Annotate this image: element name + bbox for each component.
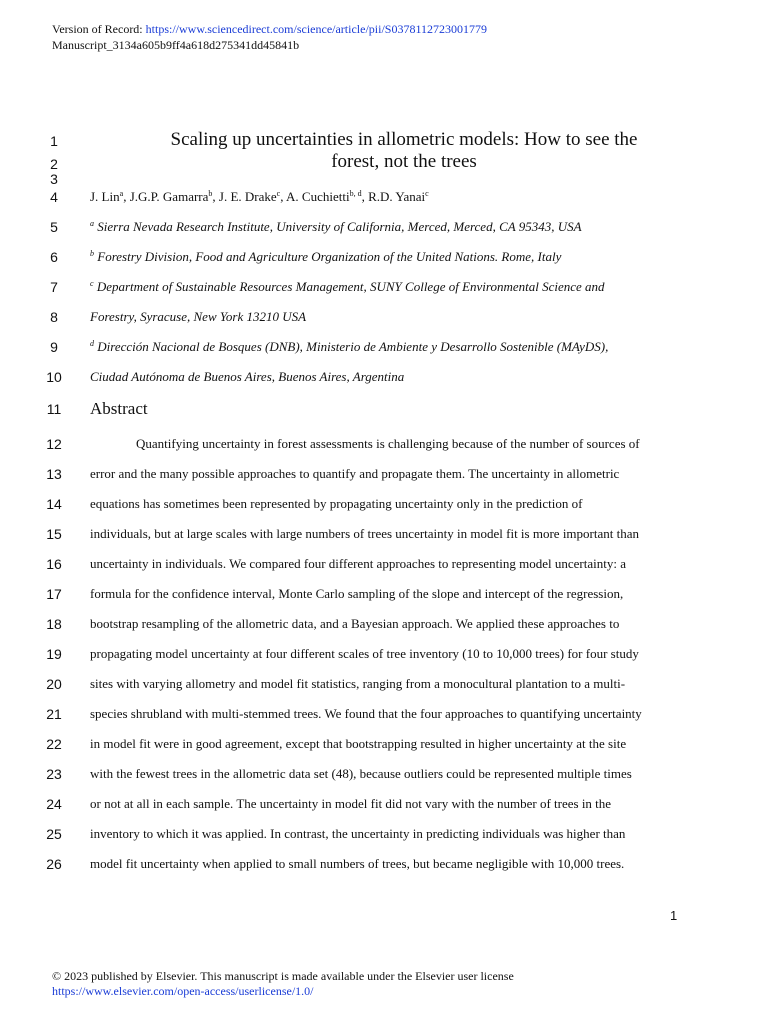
abstract-line: sites with varying allometry and model fit statistics, ranging from a monocultural plantation to a multi- — [90, 676, 626, 691]
abstract-heading: Abstract — [90, 399, 148, 418]
line-number: 15 — [46, 526, 62, 542]
line-number: 20 — [46, 676, 62, 692]
copyright-notice: © 2023 published by Elsevier. This manuscript is made available under the Elsevier user license — [52, 969, 514, 983]
line-number: 4 — [50, 189, 58, 205]
affiliation-mark: d — [90, 339, 94, 348]
abstract-line: bootstrap resampling of the allometric data, and a Bayesian approach. We applied these approaches to — [90, 616, 620, 631]
affiliation-text: Forestry Division, Food and Agriculture Organization of the United Nations. Rome, Italy — [94, 249, 562, 264]
line-number: 26 — [46, 856, 62, 872]
line-number: 6 — [50, 249, 58, 265]
abstract-line: propagating model uncertainty at four different scales of tree inventory (10 to 10,000 trees) for four study — [90, 646, 639, 661]
line-number: 18 — [46, 616, 62, 632]
author-affiliation-mark: b — [208, 189, 213, 198]
affiliation-mark: a — [90, 219, 94, 228]
line-number: 3 — [50, 171, 58, 187]
line-number: 21 — [46, 706, 62, 722]
author-affiliation-mark: c — [425, 189, 429, 198]
line-number: 23 — [46, 766, 62, 782]
line-number: 7 — [50, 279, 58, 295]
author-separator: , — [280, 189, 287, 204]
line-number: 11 — [46, 401, 62, 417]
author-affiliation-mark: a — [119, 189, 124, 198]
affiliation-text: Dirección Nacional de Bosques (DNB), Ministerio de Ambiente y Desarrollo Sostenible (MAyDS), — [94, 339, 609, 354]
affiliation-text: Ciudad Autónoma de Buenos Aires, Buenos Aires, Argentina — [90, 369, 405, 384]
line-number: 14 — [46, 496, 62, 512]
affiliation — [90, 249, 561, 265]
author-name: A. Cuchietti — [286, 189, 350, 204]
author-name: J. E. Drake — [218, 189, 277, 204]
author-separator: , — [212, 189, 219, 204]
abstract-line: error and the many possible approaches to quantify and propagate them. The uncertainty in allometric — [90, 466, 620, 481]
abstract-line: formula for the confidence interval, Monte Carlo sampling of the slope and intercept of the regression, — [90, 586, 624, 601]
line-number: 8 — [50, 309, 58, 325]
license-line — [52, 984, 313, 998]
affiliation-text: Sierra Nevada Research Institute, University of California, Merced, Merced, CA 95343, USA — [94, 219, 582, 234]
author-name: J. Lin — [90, 189, 120, 204]
line-number: 22 — [46, 736, 62, 752]
author-affiliation-mark: c — [276, 189, 281, 198]
author-list — [90, 189, 429, 205]
affiliation-mark: c — [90, 279, 94, 288]
line-number: 19 — [46, 646, 62, 662]
line-number: 16 — [46, 556, 62, 572]
line-number: 10 — [46, 369, 62, 385]
paper-title — [120, 129, 688, 173]
line-number: 9 — [50, 339, 58, 355]
manuscript-id: Manuscript_3134a605b9ff4a618d275341dd45841b — [52, 38, 300, 52]
affiliation — [90, 279, 605, 295]
abstract-line: Quantifying uncertainty in forest assessments is challenging because of the number of sources of — [136, 436, 640, 451]
line-number: 13 — [46, 466, 62, 482]
affiliation-mark: b — [90, 249, 94, 258]
abstract-line: equations has sometimes been represented by propagating uncertainty only in the prediction of — [90, 496, 583, 511]
author-name: J.G.P. Gamarra — [129, 189, 209, 204]
author-affiliation-mark: b, d — [349, 189, 362, 198]
line-number: 25 — [46, 826, 62, 842]
author-name: R.D. Yanai — [368, 189, 426, 204]
affiliation — [90, 369, 404, 385]
abstract-line: uncertainty in individuals. We compared four different approaches to representing model uncertainty: a — [90, 556, 626, 571]
affiliation — [90, 219, 582, 235]
line-number: 1 — [50, 133, 58, 149]
abstract-line: model fit uncertainty when applied to small numbers of trees, but became negligible with 10,000 trees. — [90, 856, 625, 871]
version-of-record-link[interactable]: https://www.sciencedirect.com/science/article/pii/S0378112723001779 — [145, 22, 488, 36]
page-number: 1 — [670, 908, 678, 923]
version-of-record — [52, 22, 487, 36]
line-number: 17 — [46, 586, 62, 602]
title-line-1: Scaling up uncertainties in allometric models: How to see the — [170, 129, 638, 150]
author-separator: , — [123, 189, 130, 204]
abstract-line: or not at all in each sample. The uncertainty in model fit did not vary with the number of trees in the — [90, 796, 612, 811]
abstract-line: species shrubland with multi-stemmed trees. We found that the four approaches to quantifying uncertainty — [90, 706, 642, 721]
line-number: 5 — [50, 219, 58, 235]
version-label: Version of Record: — [52, 22, 146, 36]
license-link[interactable]: https://www.elsevier.com/open-access/userlicense/1.0/ — [52, 984, 314, 998]
abstract-line: individuals, but at large scales with large numbers of trees uncertainty in model fit is more important than — [90, 526, 639, 541]
author-separator: , — [361, 189, 369, 204]
affiliation — [90, 309, 306, 325]
line-number: 12 — [46, 436, 62, 452]
abstract-line: inventory to which it was applied. In contrast, the uncertainty in predicting individuals was higher than — [90, 826, 626, 841]
affiliation — [90, 339, 608, 355]
title-line-2: forest, not the trees — [331, 151, 477, 172]
abstract-line: with the fewest trees in the allometric data set (48), because outliers could be represented multiple times — [90, 766, 632, 781]
line-number: 2 — [50, 156, 58, 172]
affiliation-text: Department of Sustainable Resources Management, SUNY College of Environmental Science and — [93, 279, 605, 294]
line-number: 24 — [46, 796, 62, 812]
abstract-line: in model fit were in good agreement, except that bootstrapping resulted in higher uncertainty at the site — [90, 736, 627, 751]
affiliation-text: Forestry, Syracuse, New York 13210 USA — [90, 309, 307, 324]
